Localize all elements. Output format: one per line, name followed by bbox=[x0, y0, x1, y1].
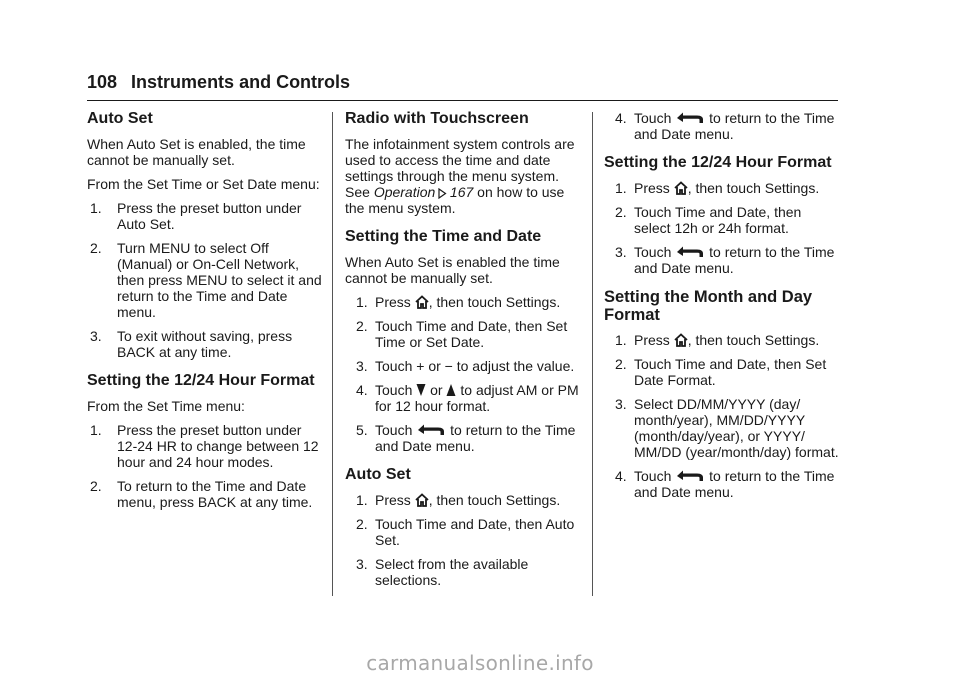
list-item: 1. Press , then touch Settings. bbox=[615, 332, 820, 348]
list-item: 1. Press the preset button under Auto Set. bbox=[90, 200, 302, 232]
home-icon bbox=[415, 493, 429, 507]
section-heading-month-day: Setting the Month and Day Format bbox=[604, 288, 813, 324]
section-heading-auto-set: Auto Set bbox=[345, 466, 411, 483]
back-icon bbox=[675, 111, 705, 125]
page-ref: 167 bbox=[449, 184, 474, 200]
list-item: 4. Touch or to adjust AM or PM for 12 hour format. bbox=[356, 382, 579, 414]
paragraph: When Auto Set is enabled the time cannot be manually set. bbox=[345, 254, 560, 286]
home-icon bbox=[674, 181, 688, 195]
paragraph: From the Set Time menu: bbox=[87, 398, 245, 414]
steps-list bbox=[604, 332, 840, 500]
list-item: 2. Touch Time and Date, then select 12h or 24h format. bbox=[615, 204, 802, 236]
list-item: 3. Select DD/MM/YYYY (day/ month/year), MM/DD/YYYY (month/day/year), or YYYY/ MM/DD (year/month/day) format. bbox=[615, 396, 839, 460]
section-heading-hour-format: Setting the 12/24 Hour Format bbox=[604, 154, 832, 171]
list-item: 1. Press , then touch Settings. bbox=[356, 294, 561, 310]
up-arrow-icon bbox=[446, 383, 456, 397]
section-heading-time-date: Setting the Time and Date bbox=[345, 228, 542, 245]
column-3 bbox=[604, 110, 840, 508]
list-item: 3. To exit without saving, press BACK at any time. bbox=[90, 328, 293, 360]
steps-list bbox=[345, 492, 581, 588]
page-header bbox=[87, 70, 838, 101]
steps-list bbox=[604, 110, 840, 142]
list-item: 3. Touch to return to the Time and Date menu. bbox=[615, 244, 835, 276]
back-icon bbox=[675, 469, 705, 483]
page-title: Instruments and Controls bbox=[131, 72, 351, 92]
list-item: 4. Touch to return to the Time and Date menu. bbox=[615, 468, 835, 500]
column-divider bbox=[592, 112, 593, 596]
down-arrow-icon bbox=[416, 383, 426, 397]
section-heading-radio: Radio with Touchscreen bbox=[345, 110, 529, 127]
home-icon bbox=[674, 333, 688, 347]
page-number: 108 bbox=[87, 72, 118, 92]
steps-list bbox=[345, 294, 581, 454]
steps-list bbox=[604, 180, 840, 276]
steps-list bbox=[87, 200, 323, 360]
paragraph: The infotainment system controls are used to access the time and date settings through the menu system. See Operation 167 on how to use the menu system. bbox=[345, 136, 575, 216]
home-icon bbox=[415, 295, 429, 309]
list-item: 5. Touch to return to the Time and Date menu. bbox=[356, 422, 576, 454]
list-item: 2. Touch Time and Date, then Set Date Format. bbox=[615, 356, 827, 388]
column-2 bbox=[345, 110, 581, 596]
column-divider bbox=[332, 112, 333, 596]
paragraph: When Auto Set is enabled, the time cannot be manually set. bbox=[87, 136, 306, 168]
list-item: 2. Turn MENU to select Off (Manual) or On-Cell Network, then press MENU to select it and return to the Time and Date menu. bbox=[90, 240, 322, 320]
steps-list bbox=[87, 422, 323, 510]
back-icon bbox=[416, 423, 446, 437]
section-heading-auto-set: Auto Set bbox=[87, 110, 153, 127]
list-item: 2. Touch Time and Date, then Auto Set. bbox=[356, 516, 575, 548]
list-item: 1. Press , then touch Settings. bbox=[356, 492, 561, 508]
paragraph: From the Set Time or Set Date menu: bbox=[87, 176, 320, 192]
list-item: 2. Touch Time and Date, then Set Time or Set Date. bbox=[356, 318, 568, 350]
list-item: 3. Touch + or − to adjust the value. bbox=[356, 358, 575, 374]
list-item: 1. Press , then touch Settings. bbox=[615, 180, 820, 196]
page-ref-icon bbox=[438, 188, 447, 199]
list-item: 2. To return to the Time and Date menu, press BACK at any time. bbox=[90, 478, 313, 510]
list-item: 4. Touch to return to the Time and Date menu. bbox=[615, 110, 835, 142]
back-icon bbox=[675, 245, 705, 259]
list-item: 3. Select from the available selections. bbox=[356, 556, 529, 588]
list-item: 1. Press the preset button under 12-24 HR to change between 12 hour and 24 hour modes. bbox=[90, 422, 319, 470]
operation-link[interactable]: Operation bbox=[373, 184, 436, 200]
watermark: carmanualsonline.info bbox=[366, 651, 594, 675]
column-1 bbox=[87, 110, 323, 518]
section-heading-hour-format: Setting the 12/24 Hour Format bbox=[87, 372, 315, 389]
